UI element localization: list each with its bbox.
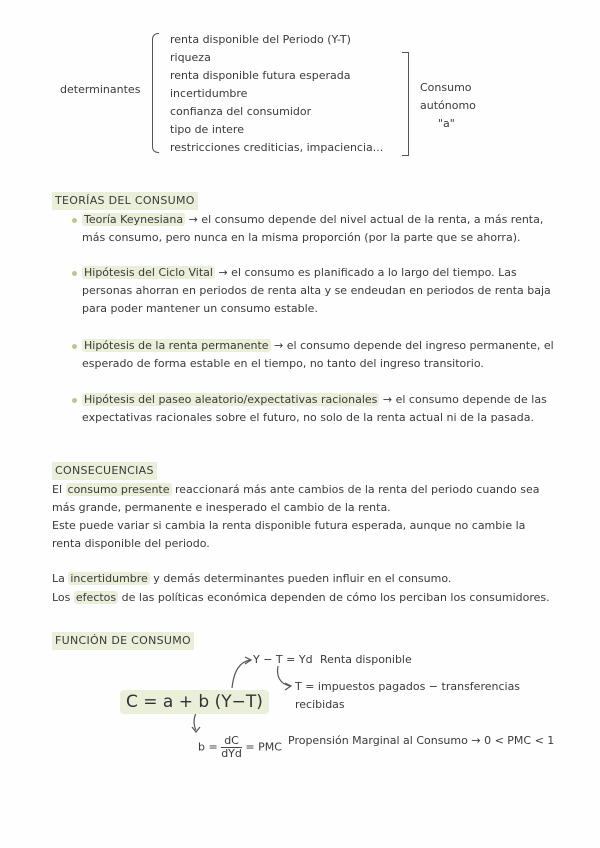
- teoria-name: Teoría Keynesiana: [84, 213, 184, 226]
- teoria-text: → el consumo depende del ingreso permanente, el: [270, 339, 554, 352]
- derivative-fraction: [221, 735, 242, 760]
- consumption-formula: C = a + b (Y−T): [120, 690, 269, 714]
- text: de las políticas económica dependen de cómo los perciban los consumidores.: [118, 591, 550, 604]
- teoria-text: → el consumo depende del nivel actual de la renta, a más renta,: [185, 213, 544, 226]
- teoria-name: Hipótesis del Ciclo Vital: [84, 266, 213, 279]
- text: El: [52, 483, 66, 496]
- determinante-item: riqueza: [170, 51, 211, 64]
- teoria-text-cont: personas ahorran en periodos de renta alta y se endeudan en periodos de renta baja: [82, 284, 551, 297]
- consumo-word: Consumo: [420, 81, 472, 94]
- b-definition: [198, 735, 282, 760]
- teoria-name: Hipótesis del paseo aleatorio/expectativas racionales: [84, 393, 378, 406]
- pmc-text: Propensión Marginal al Consumo: [288, 734, 468, 747]
- highlight-consumo-presente: consumo presente: [67, 483, 170, 496]
- text: Los: [52, 591, 74, 604]
- funcion-heading: FUNCIÓN DE CONSUMO: [52, 632, 194, 650]
- pmc-label: [288, 732, 554, 750]
- text: La: [52, 572, 69, 585]
- determinante-item: incertidumbre: [170, 87, 248, 100]
- yd-equation: Y − T = Yd: [253, 653, 313, 666]
- highlight-efectos: efectos: [75, 591, 117, 604]
- pmc-equals: = PMC: [245, 740, 282, 754]
- denominator: dYd: [221, 747, 242, 760]
- autonomo-word: autónomo: [420, 99, 476, 112]
- teoria-text-cont: expectativas racionales sobre el futuro, no solo de la renta actual ni de la pasada.: [82, 411, 534, 424]
- t-definition: T = impuestos pagados − transferencias: [295, 680, 521, 693]
- determinante-item: renta disponible futura esperada: [170, 69, 351, 82]
- teorias-heading: TEORÍAS DEL CONSUMO: [52, 192, 198, 210]
- text: y demás determinantes pueden influir en el consumo.: [149, 572, 452, 585]
- arrow-right-icon: →: [471, 734, 481, 747]
- determinante-item: restricciones crediticias, impaciencia...: [170, 141, 384, 154]
- arrowhead-icon: [285, 683, 291, 690]
- determinante-item: tipo de intere: [170, 123, 244, 136]
- b-equals: b =: [198, 740, 218, 754]
- yd-label: Renta disponible: [320, 653, 412, 666]
- teoria-text-cont: esperado de forma estable en el tiempo, no tanto del ingreso transitorio.: [82, 357, 484, 370]
- determinantes-label: determinantes: [60, 83, 141, 96]
- t-definition-cont: recibidas: [295, 698, 345, 711]
- text: reaccionará más ante cambios de la renta del periodo cuando sea: [171, 483, 540, 496]
- arrow-to-b: [194, 713, 196, 730]
- teoria-text-cont: más consumo, pero nunca en la misma proporción (por la parte que se ahorra).: [82, 231, 521, 244]
- consecuencias-line: más grande, permanente e inesperado el cambio de la renta.: [52, 501, 391, 514]
- consecuencias-heading: CONSECUENCIAS: [52, 462, 157, 480]
- consecuencias-line: renta disponible del periodo.: [52, 537, 210, 550]
- arrow-to-yd: [232, 660, 250, 688]
- determinante-item: renta disponible del Periodo (Y-T): [170, 33, 351, 46]
- teoria-text-cont: para poder mantener un consumo estable.: [82, 302, 318, 315]
- numerator: dC: [221, 735, 242, 748]
- teoria-name: Hipótesis de la renta permanente: [84, 339, 269, 352]
- arrow-to-t: [278, 666, 291, 686]
- consecuencias-line: Este puede variar si cambia la renta disponible futura esperada, aunque no cambie la: [52, 519, 526, 532]
- determinante-item: confianza del consumidor: [170, 105, 312, 118]
- a-symbol: "a": [438, 117, 455, 130]
- teoria-text: → el consumo depende de las: [379, 393, 547, 406]
- teoria-text: → el consumo es planificado a lo largo del tiempo. Las: [214, 266, 517, 279]
- pmc-range: 0 < PMC < 1: [484, 734, 555, 747]
- highlight-incertidumbre: incertidumbre: [70, 572, 148, 585]
